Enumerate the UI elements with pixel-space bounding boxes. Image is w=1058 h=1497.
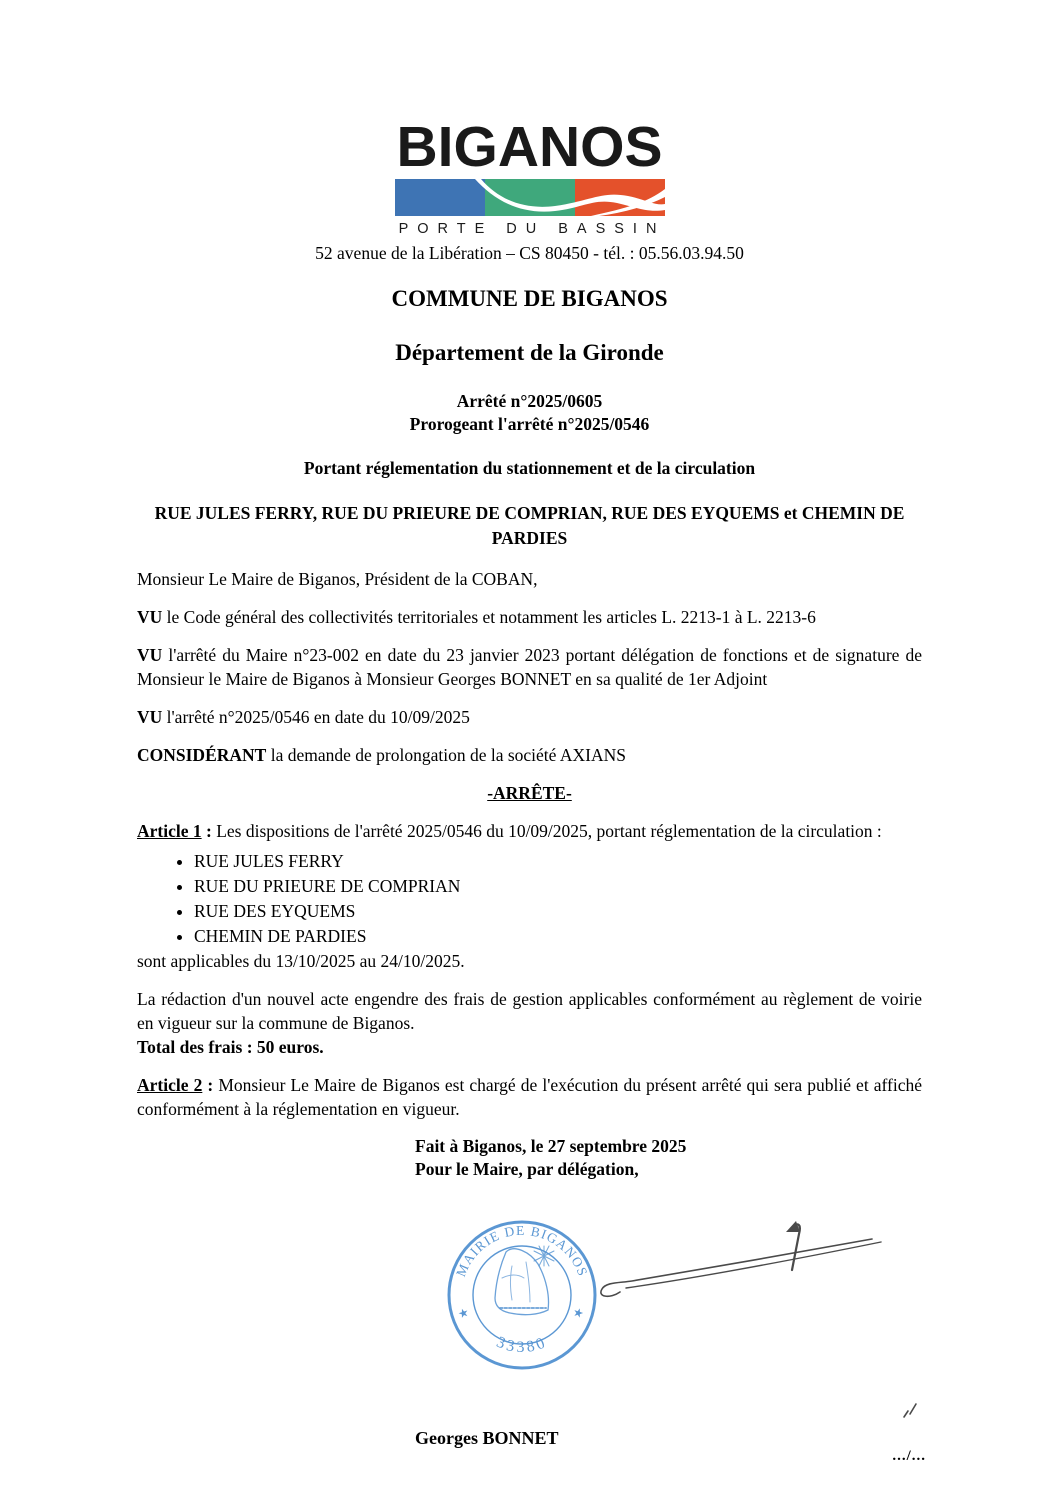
logo-wordmark: BIGANOS (396, 115, 663, 179)
arrete-subject: Portant réglementation du stationnement et de la circulation (303, 458, 756, 479)
logo-band-blue (395, 179, 485, 216)
applicable-paragraph: sont applicables du 13/10/2025 au 24/10/2025. (137, 951, 465, 972)
article2-text: Monsieur Le Maire de Biganos est chargé de l'exécution du présent arrêté qui sera publié et affiché conformément à la réglementation en vigueur. (137, 1075, 923, 1120)
mairie-stamp-icon (449, 1222, 595, 1368)
arrete-title-block (137, 390, 922, 436)
vu-label: VU (137, 707, 163, 728)
list-item: • RUE DES EYQUEMS (194, 899, 922, 924)
logo-tagline: PORTE DU BASSIN (398, 221, 666, 238)
article2-colon: : (202, 1075, 214, 1096)
intro-paragraph: Monsieur Le Maire de Biganos, Président de la COBAN, (137, 569, 538, 590)
arrete-number: Arrêté n°2025/0605 (456, 391, 603, 412)
article2-label: Article 2 (137, 1075, 203, 1096)
vu-text: l'arrêté n°2025/0546 en date du 10/09/2025 (166, 707, 470, 728)
pen-mark-icon (900, 1400, 924, 1424)
list-item: • RUE JULES FERRY (194, 849, 922, 874)
place-date-line: Fait à Biganos, le 27 septembre 2025 (415, 1136, 687, 1157)
list-item: • CHEMIN DE PARDIES (194, 924, 922, 949)
arrete-body (137, 567, 922, 1121)
vu-text: l'arrêté du Maire n°23-002 en date du 23 janvier 2023 portant délégation de fonctions et de signature de Monsieur le Maire de Biganos à Monsieur Georges BONNET en sa qualité de 1er Adjoint (137, 645, 922, 690)
vu-paragraph-3 (137, 705, 922, 729)
article2-paragraph (137, 1073, 922, 1121)
stamp-star-left-icon: ★ (456, 1304, 471, 1322)
fees-total: Total des frais : 50 euros. (137, 1037, 324, 1058)
signature-block (415, 1135, 922, 1181)
considerant-text: la demande de prolongation de la société AXIANS (270, 745, 626, 766)
vu-paragraph-2 (137, 643, 922, 691)
vu-label: VU (137, 645, 163, 666)
list-item: • RUE DU PRIEURE DE COMPRIAN (194, 874, 922, 899)
considerant-paragraph (137, 743, 922, 767)
arrete-proroge: Prorogeant l'arrêté n°2025/0546 (409, 414, 650, 435)
signature-flag (786, 1221, 800, 1232)
stamp-star-right-icon: ★ (571, 1304, 586, 1322)
signature-icon (601, 1221, 881, 1296)
delegation-line: Pour le Maire, par délégation, (415, 1159, 639, 1180)
fees-text: La rédaction d'un nouvel acte engendre des frais de gestion applicables conformément au règlement de voirie en vigueur sur la commune de Biganos. (137, 989, 922, 1034)
vu-label: VU (137, 607, 163, 628)
logo-band (395, 179, 665, 216)
stamp-signature-area (137, 1181, 922, 1428)
departement-title: Département de la Gironde (395, 340, 664, 366)
svg-text:33380 (494, 1334, 550, 1356)
commune-title: COMMUNE DE BIGANOS (391, 286, 668, 312)
address-line: 52 avenue de la Libération – CS 80450 - tél. : 05.56.03.94.50 (315, 243, 744, 264)
fees-paragraph (137, 987, 922, 1059)
stamp-bottom-text: 33380 (493, 1333, 551, 1357)
streets-list (137, 849, 922, 949)
streets-title: RUE JULES FERRY, RUE DU PRIEURE DE COMPRIAN, RUE DES EYQUEMS et CHEMIN DE PARDIES (154, 503, 905, 549)
stamp-top-text: MAIRIE DE BIGANOS (453, 1223, 591, 1279)
vu-paragraph-1 (137, 605, 922, 629)
continuation-mark: .../... (892, 1448, 926, 1464)
signatory-name: Georges BONNET (415, 1428, 559, 1449)
biganos-logo (394, 115, 666, 238)
stamp-and-signature (440, 1208, 910, 1388)
arrete-heading: -ARRÊTE- (487, 783, 572, 804)
article1-paragraph (137, 819, 922, 843)
article1-text: Les dispositions de l'arrêté 2025/0546 du 10/09/2025, portant réglementation de la circulation : (216, 821, 882, 842)
considerant-label: CONSIDÉRANT (137, 745, 267, 766)
article1-colon: : (201, 821, 212, 842)
vu-text: le Code général des collectivités territoriales et notamment les articles L. 2213-1 à L. 2213-6 (166, 607, 816, 628)
article1-label: Article 1 (137, 821, 202, 842)
stamp-emblem (495, 1246, 554, 1315)
